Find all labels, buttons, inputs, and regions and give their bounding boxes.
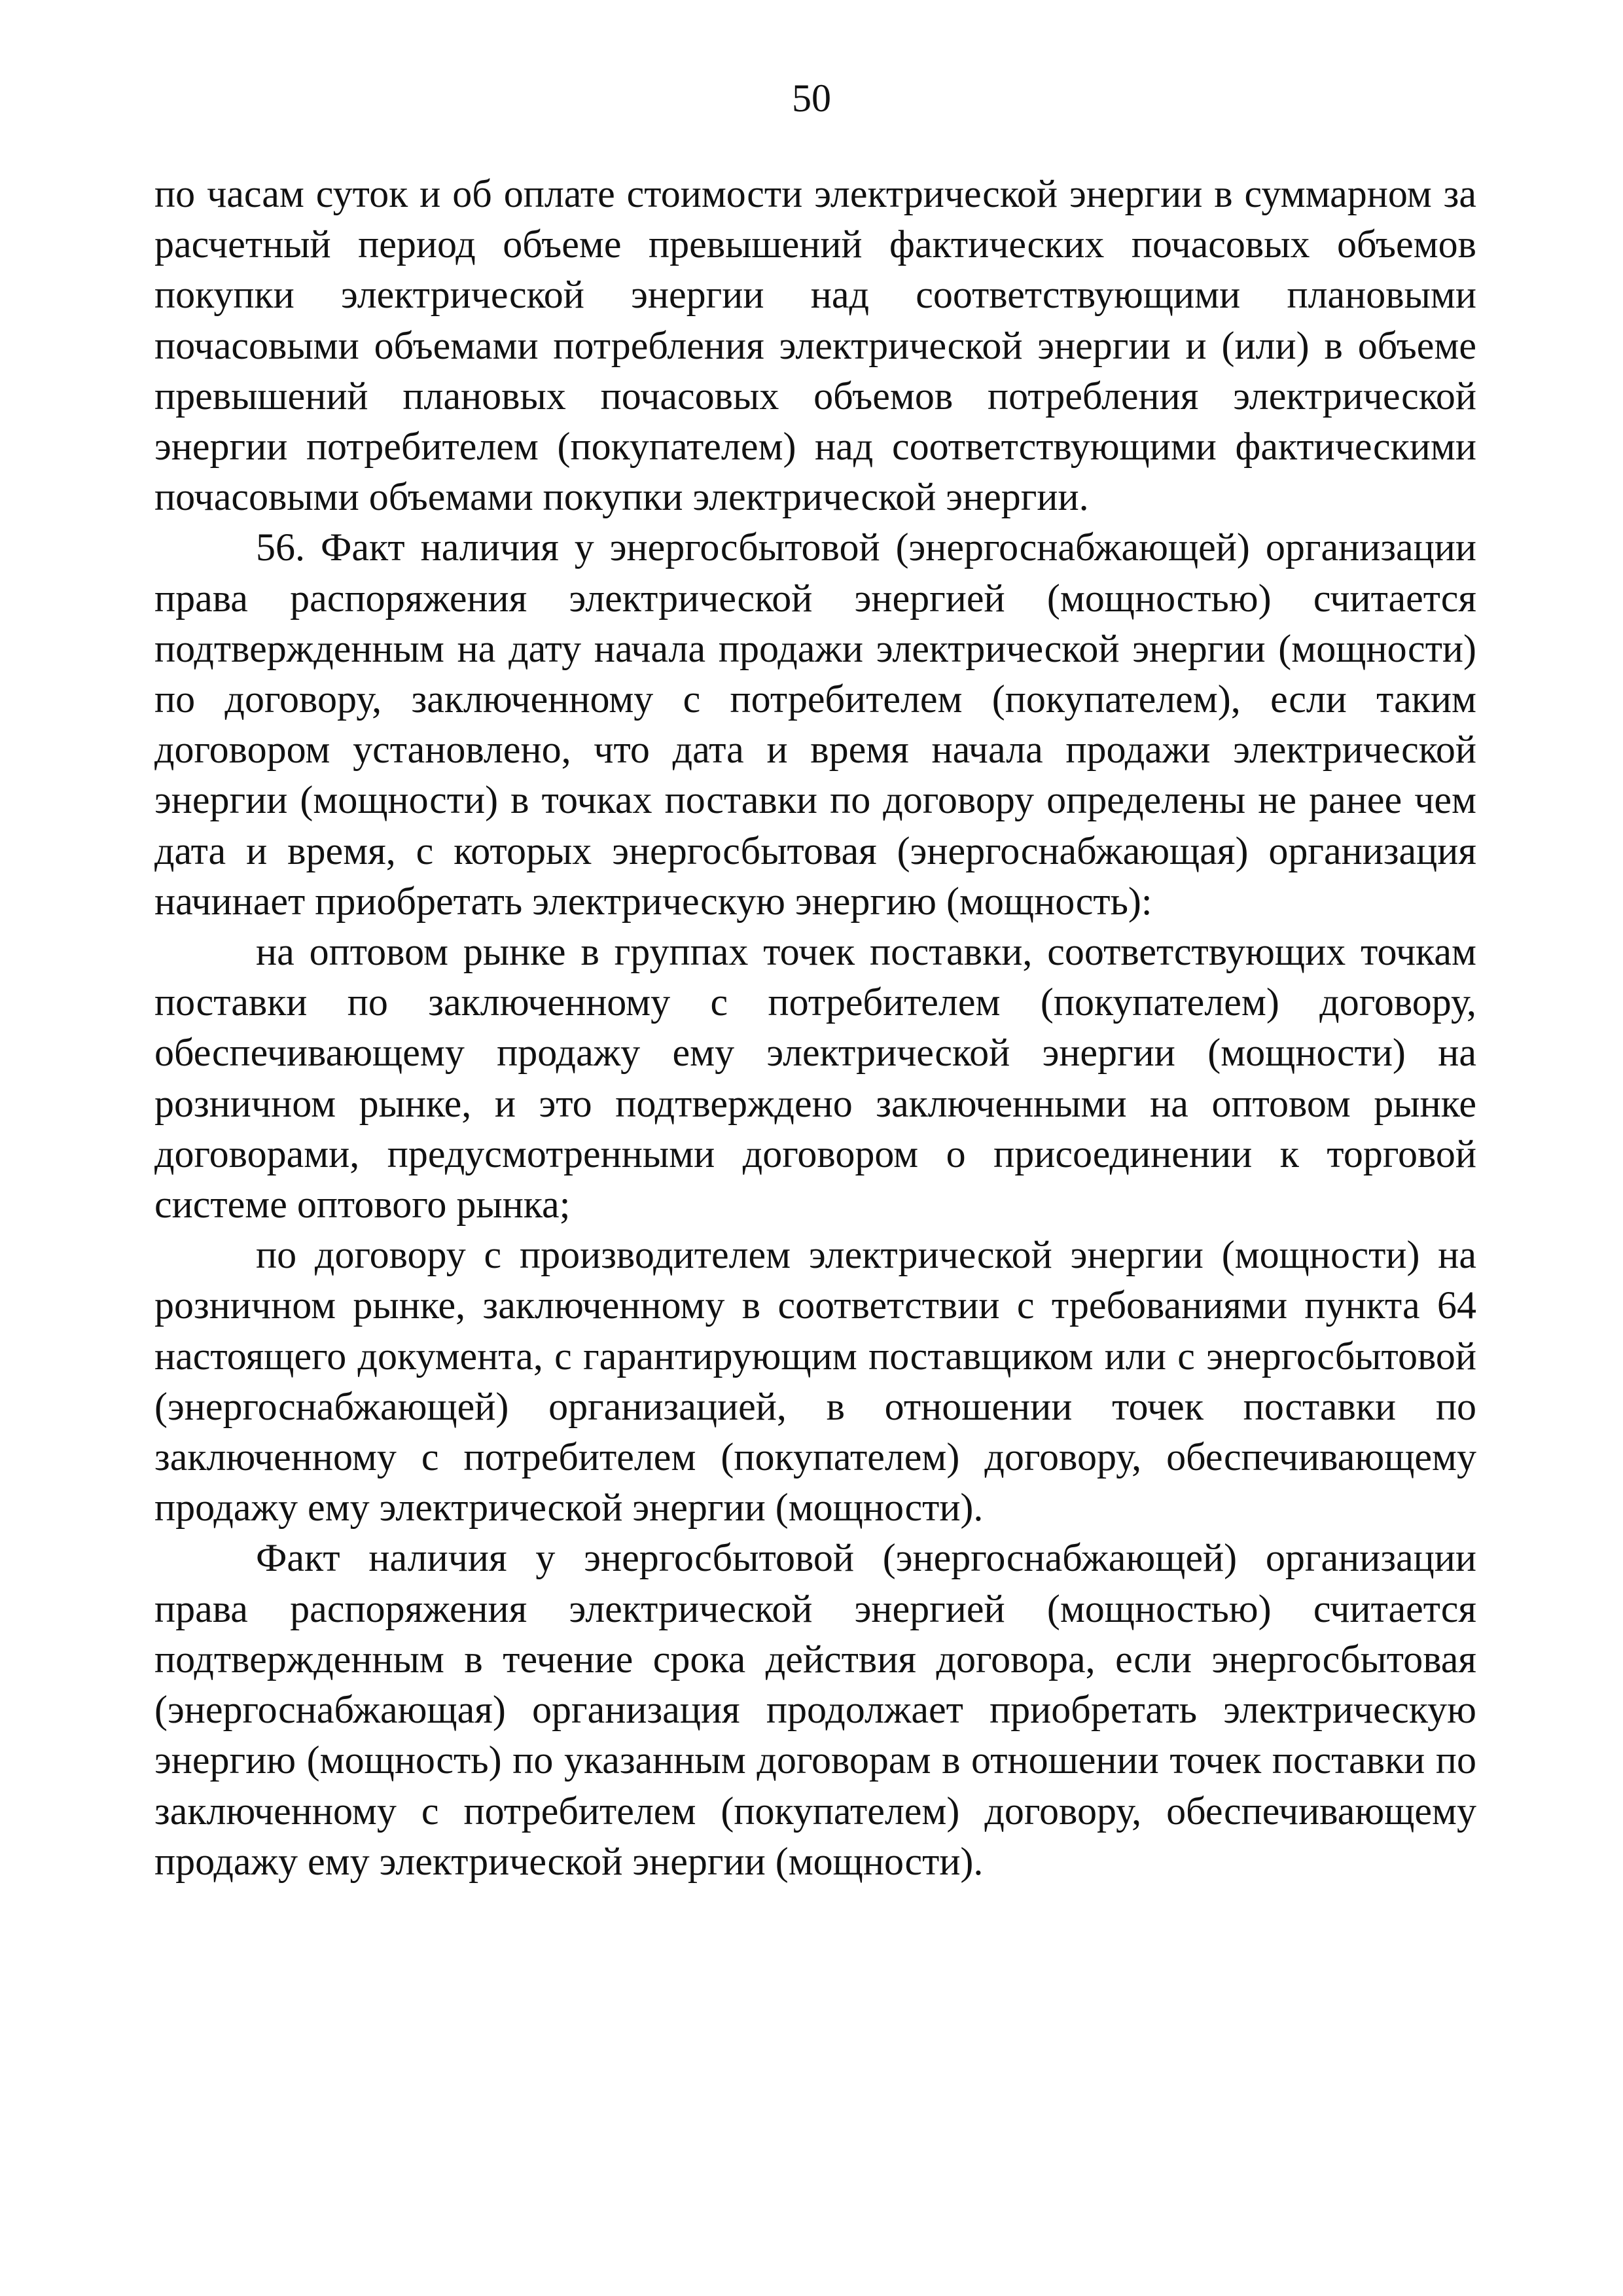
paragraph-item-56: 56. Факт наличия у энергосбытовой (энергоснабжающей) организации права распоряжения электрической энергией (мощностью) считается подтвержденным на дату начала продажи электрической энергии (мощности) по договору, заключенному с потребителем (покупателем), если таким договором установлено, что дата и время начала продажи электрической энергии (мощности) в точках поставки по договору определены не ранее чем дата и время, с которых энергосбытовая (энергоснабжающая) организация начинает приобретать электрическую энергию (мощность): [154, 526, 1476, 923]
paragraph-continuation: по часам суток и об оплате стоимости электрической энергии в суммарном за расчетный период объеме превышений фактических почасовых объемов покупки электрической энергии над соответствующими плановыми почасовыми объемами потребления электрической энергии и (или) в объеме превышений плановых почасовых объемов потребления электрической энергии потребителем (покупателем) над соответствующими фактическими почасовыми объемами покупки электрической энергии. [154, 172, 1476, 519]
paragraph-producer-contract: по договору с производителем электрической энергии (мощности) на розничном рынке, заключенному в соответствии с требованиями пункта 64 настоящего документа, с гарантирующим поставщиком или с энергосбытовой (энергоснабжающей) организацией, в отношении точек поставки по заключенному с потребителем (покупателем) договору, обеспечивающему продажу ему электрической энергии (мощности). [154, 1233, 1476, 1530]
paragraph-wholesale-market: на оптовом рынке в группах точек поставки, соответствующих точкам поставки по заключенному с потребителем (покупателем) договору, обеспечивающему продажу ему электрической энергии (мощности) на розничном рынке, и это подтверждено заключенными на оптовом рынке договорами, предусмотренными договором о присоединении к торговой системе оптового рынка; [154, 930, 1476, 1227]
body-text [154, 169, 1476, 1887]
page-number: 50 [792, 77, 831, 120]
paragraph-contract-term: Факт наличия у энергосбытовой (энергоснабжающей) организации права распоряжения электрической энергией (мощностью) считается подтвержденным в течение срока действия договора, если энергосбытовая (энергоснабжающая) организация продолжает приобретать электрическую энергию (мощность) по указанным договорам в отношении точек поставки по заключенному с потребителем (покупателем) договору, обеспечивающему продажу ему электрической энергии (мощности). [154, 1536, 1476, 1883]
